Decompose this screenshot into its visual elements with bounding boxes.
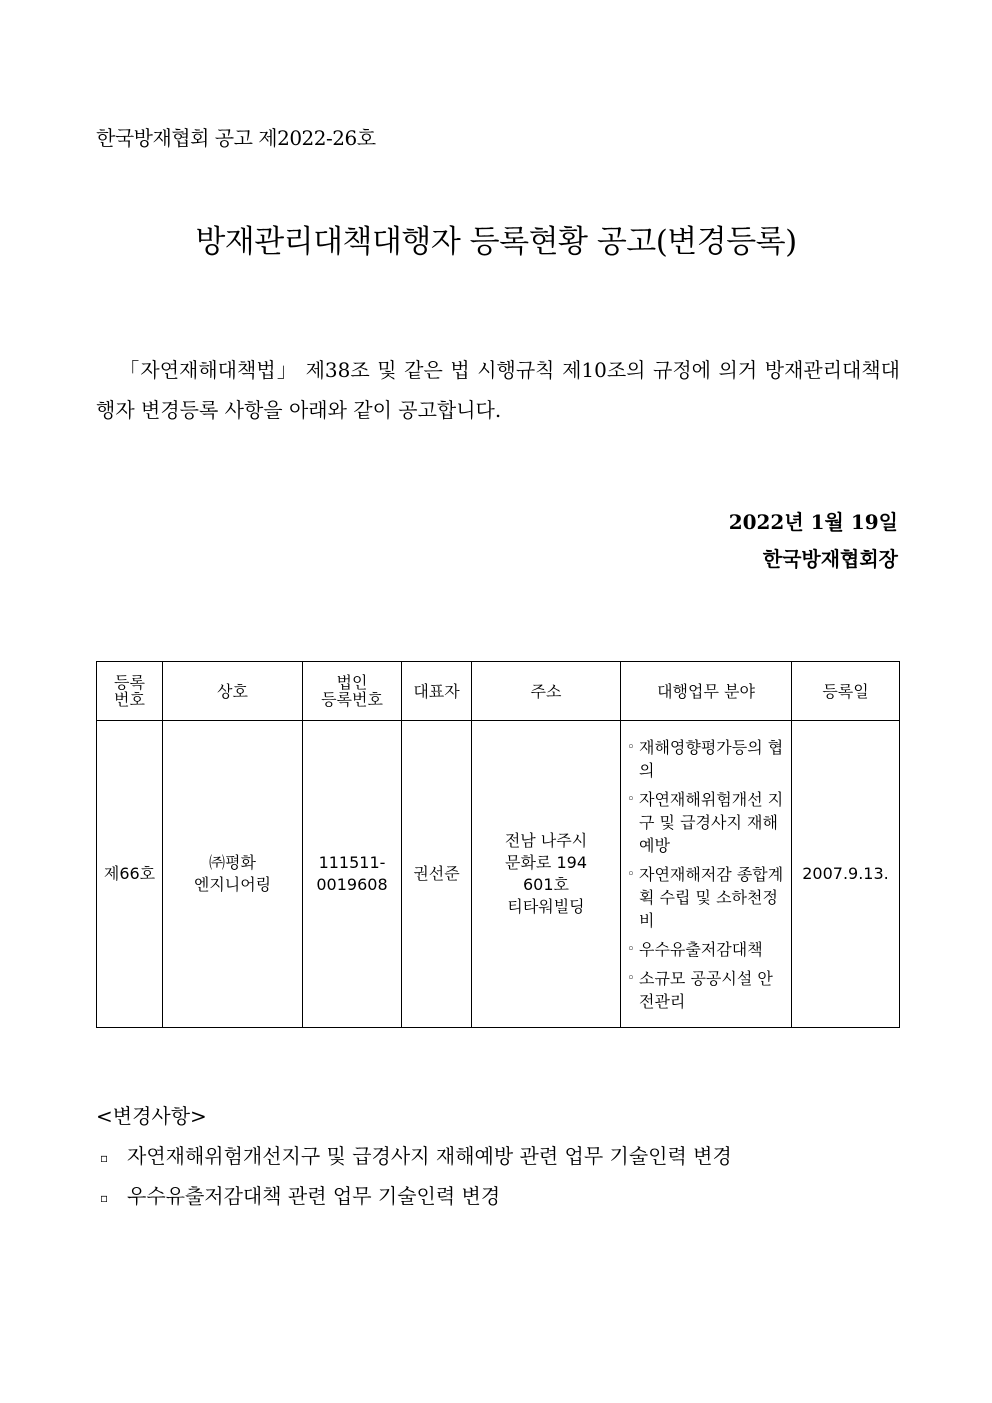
list-item: ◦ 우수유출저감대책 [627,938,787,961]
header-corp-no: 법인 등록번호 [303,662,402,721]
cell-company: ㈜평화 엔지니어링 [163,721,303,1028]
header-address: 주소 [472,662,621,721]
cell-fields [621,721,792,1028]
cell-corp-no: 111511- 0019608 [303,721,402,1028]
announcement-date: 2022년 1월 19일 [728,510,898,534]
document-title: 방재관리대책대행자 등록현황 공고(변경등록) [195,224,797,260]
change-item-text: 자연재해위험개선지구 및 급경사지 재해예방 관련 업무 기술인력 변경 [127,1144,732,1168]
issuer-name: 한국방재협회장 [762,547,898,571]
cell-ceo: 권선준 [402,721,472,1028]
change-item-text: 우수유출저감대책 관련 업무 기술인력 변경 [127,1184,501,1208]
header-reg-no: 등록 번호 [97,662,163,721]
cell-address: 전남 나주시 문화로 194 601호 티타워빌딩 [472,721,621,1028]
notice-number: 한국방재협회 공고 제2022-26호 [96,126,376,150]
change-item [100,1140,732,1169]
change-item [100,1180,500,1209]
cell-reg-no: 제66호 [97,721,163,1028]
table-row [97,721,900,1028]
square-bullet-icon: ▫ [100,1150,109,1165]
business-fields-list [621,732,791,1017]
changes-heading: <변경사항> [96,1104,207,1128]
header-company: 상호 [163,662,303,721]
body-paragraph [96,350,900,430]
registration-table [96,661,900,1028]
body-paragraph-text: 「자연재해대책법」 제38조 및 같은 법 시행규칙 제10조의 규정에 의거 방재관리대책대행자 변경등록 사항을 아래와 같이 공고합니다. [96,358,900,422]
header-reg-date: 등록일 [792,662,900,721]
cell-reg-date: 2007.9.13. [792,721,900,1028]
list-item: ◦ 재해영향평가등의 협의 [627,736,787,782]
square-bullet-icon: ▫ [100,1190,109,1205]
list-item: ◦ 자연재해위험개선 지구 및 급경사지 재해예방 [627,788,787,857]
header-fields: 대행업무 분야 [621,662,792,721]
header-ceo: 대표자 [402,662,472,721]
table-header-row [97,662,900,721]
list-item: ◦ 소규모 공공시설 안전관리 [627,967,787,1013]
list-item: ◦ 자연재해저감 종합계획 수립 및 소하천정비 [627,863,787,932]
